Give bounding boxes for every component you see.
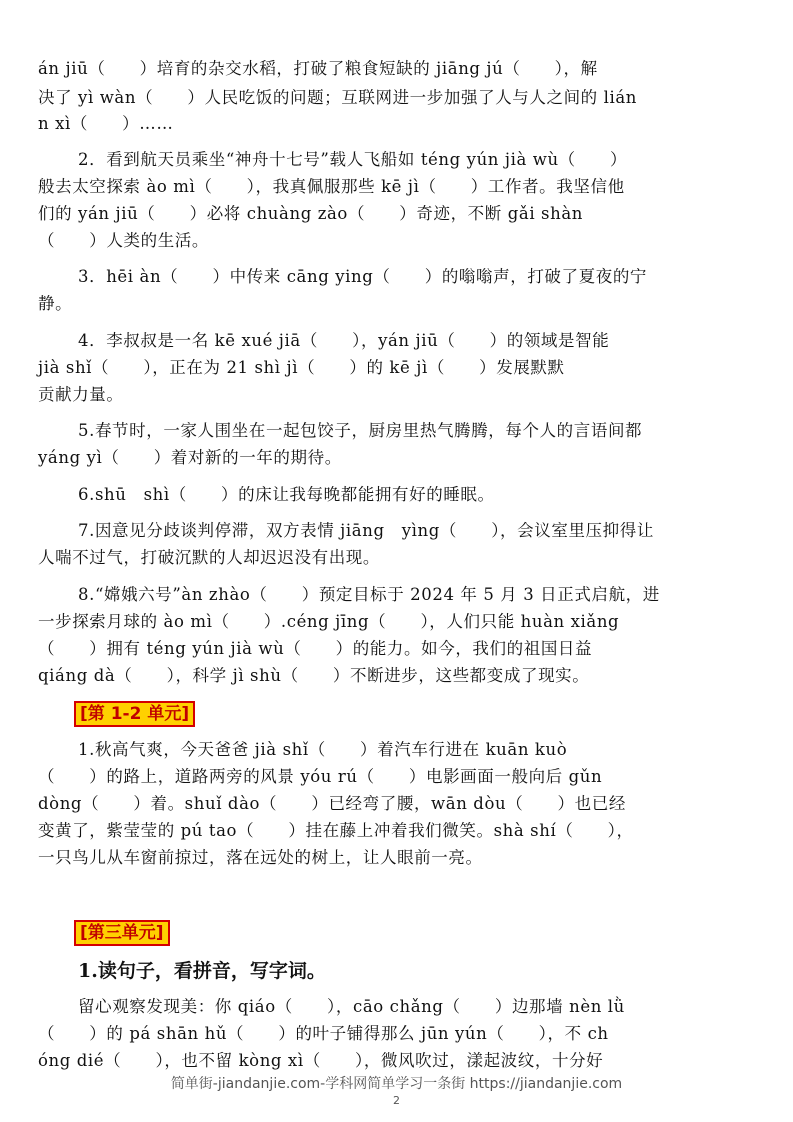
section1-line: dòng（ ）着。shuǐ dào（ ）已经弯了腰，wān dòu（ ）也已经	[38, 794, 626, 813]
question-5-line: 5.春节时，一家人围坐在一起包饺子，厨房里热气腾腾，每个人的言语间都	[78, 421, 643, 440]
body-line: 静。	[38, 294, 73, 313]
body-line: 决了 yì wàn（ ）人民吃饭的问题；互联网进一步加强了人与人之间的 lián	[38, 88, 638, 107]
body-line: n xì（ ）……	[38, 114, 174, 133]
section1-line: 一只鸟儿从车窗前掠过，落在远处的树上，让人眼前一亮。	[38, 848, 483, 867]
section-heading-units-1-2: [第 1-2 单元]	[74, 701, 195, 727]
section1-line: （ ）的路上，道路两旁的风景 yóu rú（ ）电影画面一般向后 gǔn	[38, 767, 603, 786]
question-2-line: 2．看到航天员乘坐“神舟十七号”载人飞船如 téng yún jià wù（ ）	[78, 150, 628, 169]
question-7-line: 7.因意见分歧谈判停滞，双方表情 jiāng yìng（ ），会议室里压抑得让	[78, 521, 654, 540]
section1-line: 1.秋高气爽，今天爸爸 jià shǐ（ ）着汽车行进在 kuān kuò	[78, 740, 568, 759]
body-line: （ ）拥有 téng yún jià wù（ ）的能力。如今，我们的祖国日益	[38, 639, 593, 658]
page-number: 2	[393, 1094, 400, 1107]
body-line: án jiū（ ）培育的杂交水稻，打破了粮食短缺的 jiāng jú（ ），解	[38, 59, 598, 78]
question-6-line: 6.shū shì（ ）的床让我每晚都能拥有好的睡眠。	[78, 485, 495, 504]
body-line: 般去太空探索 ào mì（ ），我真佩服那些 kē jì（ ）工作者。我坚信他	[38, 177, 625, 196]
question-4-line: 4．李叔叔是一名 kē xué jiā（ ），yán jiū（ ）的领域是智能	[78, 331, 610, 350]
body-line: 贡献力量。	[38, 385, 124, 404]
section2-subtitle: 1.读句子，看拼音，写字词。	[78, 960, 326, 982]
question-8-line: 8.“嫦娥六号”àn zhào（ ）预定目标于 2024 年 5 月 3 日正式启航，进	[78, 585, 660, 604]
section2-line: 留心观察发现美：你 qiáo（ ），cāo chǎng（ ）边那墙 nèn lǜ	[78, 997, 625, 1016]
body-line: jià shǐ（ ），正在为 21 shì jì（ ）的 kē jì（ ）发展默默	[38, 358, 565, 377]
question-3-line: 3．hēi àn（ ）中传来 cāng ying（ ）的嗡嗡声，打破了夏夜的宁	[78, 267, 648, 286]
section2-line: （ ）的 pá shān hǔ（ ）的叶子铺得那么 jūn yún（ ），不 ch	[38, 1024, 609, 1043]
body-line: 人喘不过气，打破沉默的人却迟迟没有出现。	[38, 548, 380, 567]
section-heading-unit-3: [第三单元]	[74, 920, 170, 946]
footer-watermark: 简单街-jiandanjie.com-学科网简单学习一条街 https://jiandanjie.com	[170, 1076, 623, 1092]
body-line: qiáng dà（ ），科学 jì shù（ ）不断进步，这些都变成了现实。	[38, 666, 590, 685]
body-line: （ ）人类的生活。	[38, 231, 209, 250]
body-line: 们的 yán jiū（ ）必将 chuàng zào（ ）奇迹，不断 gǎi shàn	[38, 204, 583, 223]
body-line: 一步探索月球的 ào mì（ ）.céng jīng（ ），人们只能 huàn xiǎng	[38, 612, 620, 631]
section2-line: óng dié（ ），也不留 kòng xì（ ），微风吹过，漾起波纹，十分好	[38, 1051, 604, 1070]
body-line: yáng yì（ ）着对新的一年的期待。	[38, 448, 342, 467]
section1-line: 变黄了，紫莹莹的 pú tao（ ）挂在藤上冲着我们微笑。shà shí（ ），	[38, 821, 634, 840]
